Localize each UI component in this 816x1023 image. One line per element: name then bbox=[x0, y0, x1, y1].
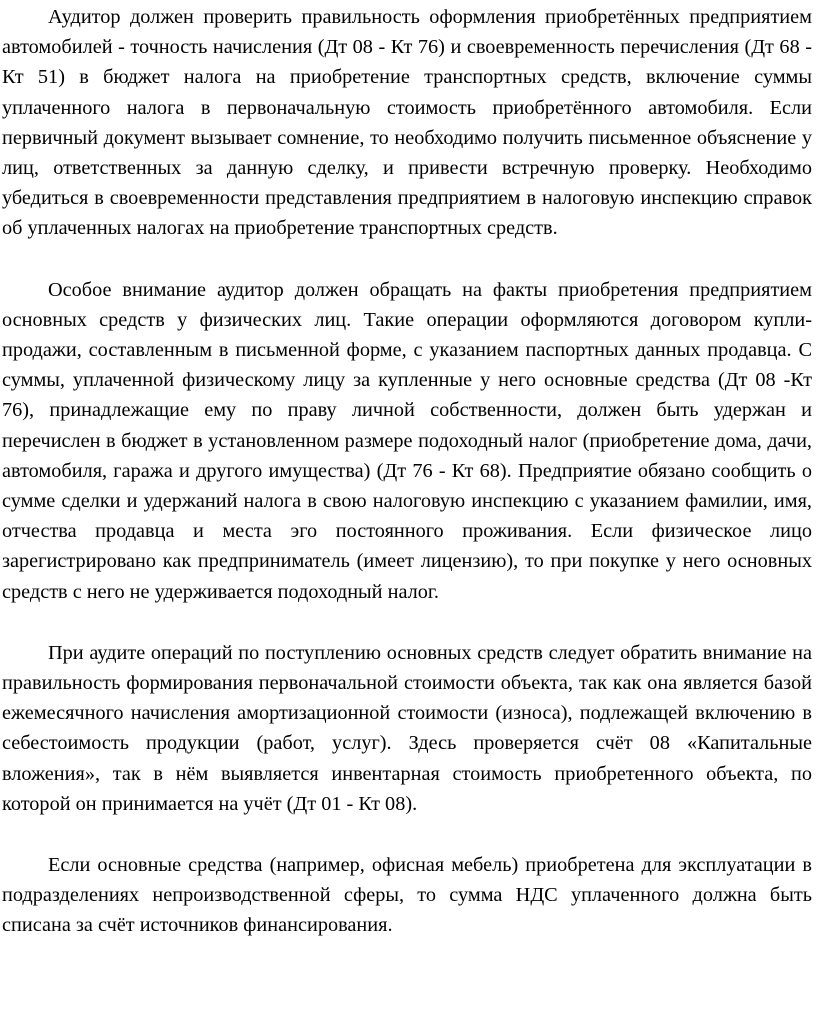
paragraph-initial-cost-formation: При аудите операций по поступлению основных средств следует обратить внимание на правильность формирования первоначальной стоимости объекта, так как она является базой ежемесячного начисления амортизационной стоимости (износа), подлежащей включению в себестоимость продукции (работ, услуг). Здесь проверяется счёт 08 «Капитальные вложения», так в нём выявляется инвентарная стоимость приобретенного объекта, по которой он принимается на учёт (Дт 01 - Кт 08). bbox=[2, 641, 812, 815]
paragraph-vehicle-purchase-audit: Аудитор должен проверить правильность оформления приобретённых предприятием автомобилей - точность начисления (Дт 08 - Кт 76) и своевременность перечисления (Дт 68 - Кт 51) в бюджет налога на приобретение транспортных средств, включение суммы уплаченного налога в первоначальную стоимость приобретённого автомобиля. Если первичный документ вызывает сомнение, то необходимо получить письменное объяснение у лиц, ответственных за данную сделку, и привести встречную проверку. Необходимо убедиться в своевременности представления предприятием в налоговую инспекцию справок об уплаченных налогах на приобретение транспортных средств. bbox=[2, 6, 812, 240]
paragraph-vat-write-off: Если основные средства (например, офисная мебель) приобретена для эксплуатации в подразделениях непроизводственной сферы, то сумма НДС уплаченного должна быть списана за счёт источников финансирования. bbox=[2, 854, 812, 937]
paragraph-purchase-from-individuals: Особое внимание аудитор должен обращать на факты приобретения предприятием основных средств у физических лиц. Такие операции оформляются договором купли-продажи, составленным в письменной форме, с указанием паспортных данных продавца. С суммы, уплаченной физическому лицу за купленные у него основные средства (Дт 08 -Кт 76), принадлежащие ему по праву личной собственности, должен быть удержан и перечислен в бюджет в установленном размере подоходный налог (приобретение дома, дачи, автомобиля, гаража и другого имущества) (Дт 76 - Кт 68). Предприятие обязано сообщить о сумме сделки и удержаний налога в свою налоговую инспекцию с указанием фамилии, имя, отчества продавца и места эго постоянного проживания. Если физическое лицо зарегистрировано как предприниматель (имеет лицензию), то при покупке у него основных средств с него не удерживается подоходный налог. bbox=[2, 278, 812, 603]
